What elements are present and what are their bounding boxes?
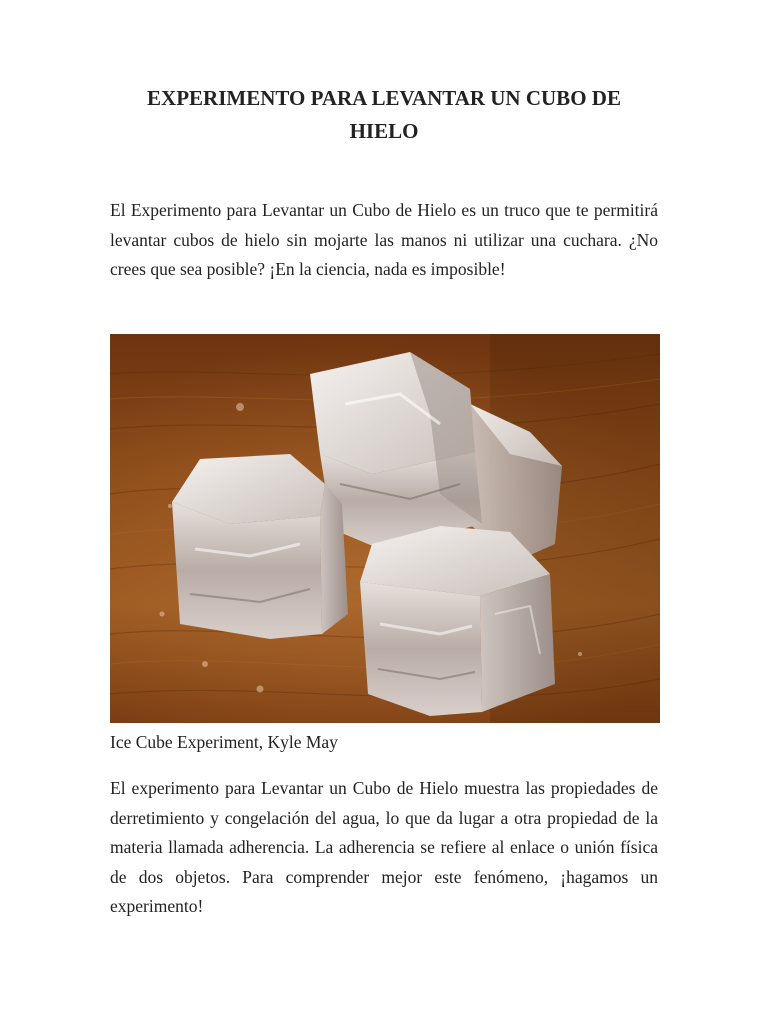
title-line-1: EXPERIMENTO PARA LEVANTAR UN CUBO DE <box>147 86 621 110</box>
ice-cubes-photo <box>110 334 660 723</box>
document-title <box>110 82 658 148</box>
body-line: derretimiento y congelación del agua, lo que da lugar a otra propiedad de la <box>110 807 658 828</box>
body-line: experimento! <box>110 896 204 916</box>
intro-line: El Experimento para Levantar un Cubo de Hielo es un truco que te permitirá <box>110 200 658 220</box>
title-line-2: HIELO <box>349 119 419 143</box>
intro-line: levantar cubos de hielo sin mojarte las manos ni utilizar una cuchara. ¿No <box>110 229 658 250</box>
figure-caption: Ice Cube Experiment, Kyle May <box>110 732 338 752</box>
body-line: materia llamada adherencia. La adherencia se refiere al enlace o unión física <box>110 837 658 857</box>
body-paragraph <box>110 774 658 922</box>
body-line: de dos objetos. Para comprender mejor este fenómeno, ¡hagamos un <box>110 866 658 887</box>
body-line: El experimento para Levantar un Cubo de Hielo muestra las propiedades de <box>110 778 658 798</box>
intro-line: crees que sea posible? ¡En la ciencia, nada es imposible! <box>110 259 506 279</box>
intro-paragraph <box>110 196 658 285</box>
